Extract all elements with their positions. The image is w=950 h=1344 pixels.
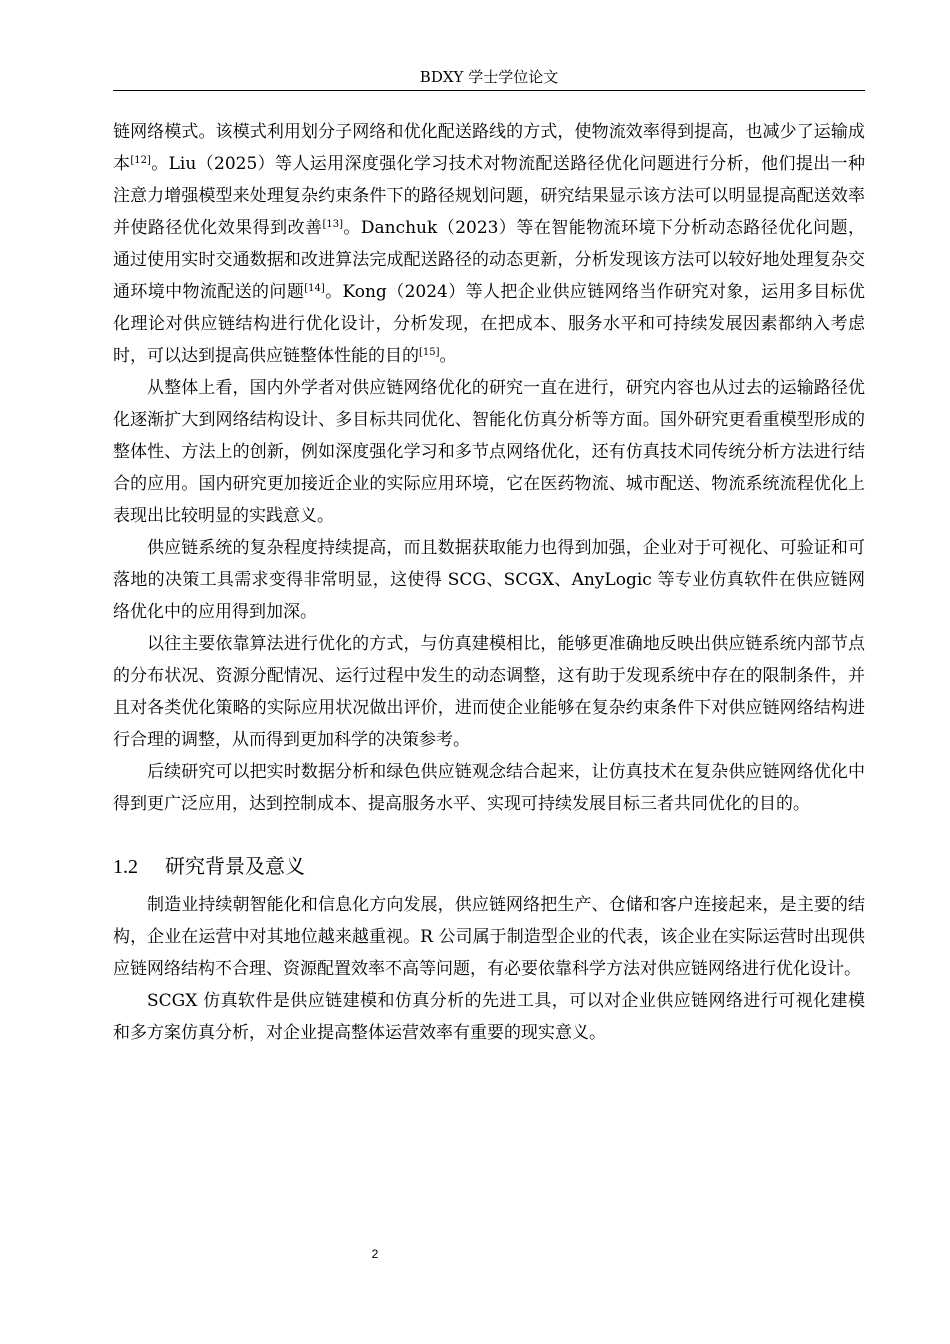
paragraph-simulation-software: 供应链系统的复杂程度持续提高，而且数据获取能力也得到加强，企业对于可视化、可验证和可落地的决策工具需求变得非常明显，这使得 SCG、SCGX、AnyLogic 等专业仿真软件在供应链网络优化中的应用得到加深。 xyxy=(113,538,865,622)
text-segment: 。Liu（2025）等人运用深度强化学习技术对物流配送路径优化问题进行分析，他们提出一种注意力增强模型来处理复杂约束条件下的路径规划问题，研究结果显示该方法可以明显提高配送效率并使路径优化效果得到改善 xyxy=(113,154,866,238)
citation-13: [13] xyxy=(322,219,343,230)
paragraph-simulation-advantages: 以往主要依靠算法进行优化的方式，与仿真建模相比，能够更准确地反映出供应链系统内部节点的分布状况、资源分配情况、运行过程中发生的动态调整，这有助于发现系统中存在的限制条件，并且对各类优化策略的实际应用状况做出评价，进而使企业能够在复杂约束条件下对供应链网络结构进行合理的调整，从而得到更加科学的决策参考。 xyxy=(113,634,865,750)
section-number: 1.2 xyxy=(113,856,138,878)
running-header: BDXY 学士学位论文 xyxy=(419,68,559,86)
section-title: 研究背景及意义 xyxy=(165,854,305,878)
citation-14: [14] xyxy=(304,283,325,294)
text-segment: 。Danchuk（2023）等在智能物流环境下分析动态路径优化问题，通过使用实时交通数据和改进算法完成配送路径的动态更新，分析发现该方法可以较好地处理复杂交通环境中物流配送的问题 xyxy=(113,218,865,302)
paragraph-significance: SCGX 仿真软件是供应链建模和仿真分析的先进工具，可以对企业供应链网络进行可视化建模和多方案仿真分析，对企业提高整体运营效率有重要的现实意义。 xyxy=(113,991,865,1043)
text-segment: 。 xyxy=(439,346,457,366)
citation-15: [15] xyxy=(419,347,440,358)
text-segment: 链网络模式。该模式利用划分子网络和优化配送路线的方式，使物流效率得到提高，也减少了运输成本 xyxy=(113,122,865,174)
header-rule xyxy=(113,90,865,91)
page-number: 2 xyxy=(371,1247,379,1261)
paragraph-background: 制造业持续朝智能化和信息化方向发展，供应链网络把生产、仓储和客户连接起来，是主要的结构，企业在运营中对其地位越来越重视。R 公司属于制造型企业的代表，该企业在实际运营时出现供应链网络结构不合理、资源配置效率不高等问题，有必要依靠科学方法对供应链网络进行优化设计。 xyxy=(113,895,865,979)
document-body xyxy=(113,116,865,1049)
citation-12: [12] xyxy=(130,155,151,166)
section-heading xyxy=(113,850,865,883)
paragraph-literature-continued xyxy=(113,116,865,372)
paragraph-future-research: 后续研究可以把实时数据分析和绿色供应链观念结合起来，让仿真技术在复杂供应链网络优化中得到更广泛应用，达到控制成本、提高服务水平、实现可持续发展目标三者共同优化的目的。 xyxy=(113,762,865,814)
text-segment: 。Kong（2024）等人把企业供应链网络当作研究对象，运用多目标优化理论对供应链结构进行优化设计，分析发现，在把成本、服务水平和可持续发展因素都纳入考虑时，可以达到提高供应链整体性能的目的 xyxy=(113,282,865,366)
paragraph-summary: 从整体上看，国内外学者对供应链网络优化的研究一直在进行，研究内容也从过去的运输路径优化逐渐扩大到网络结构设计、多目标共同优化、智能化仿真分析等方面。国外研究更看重模型形成的整体性、方法上的创新，例如深度强化学习和多节点网络优化，还有仿真技术同传统分析方法进行结合的应用。国内研究更加接近企业的实际应用环境，它在医药物流、城市配送、物流系统流程优化上表现出比较明显的实践意义。 xyxy=(113,378,865,526)
